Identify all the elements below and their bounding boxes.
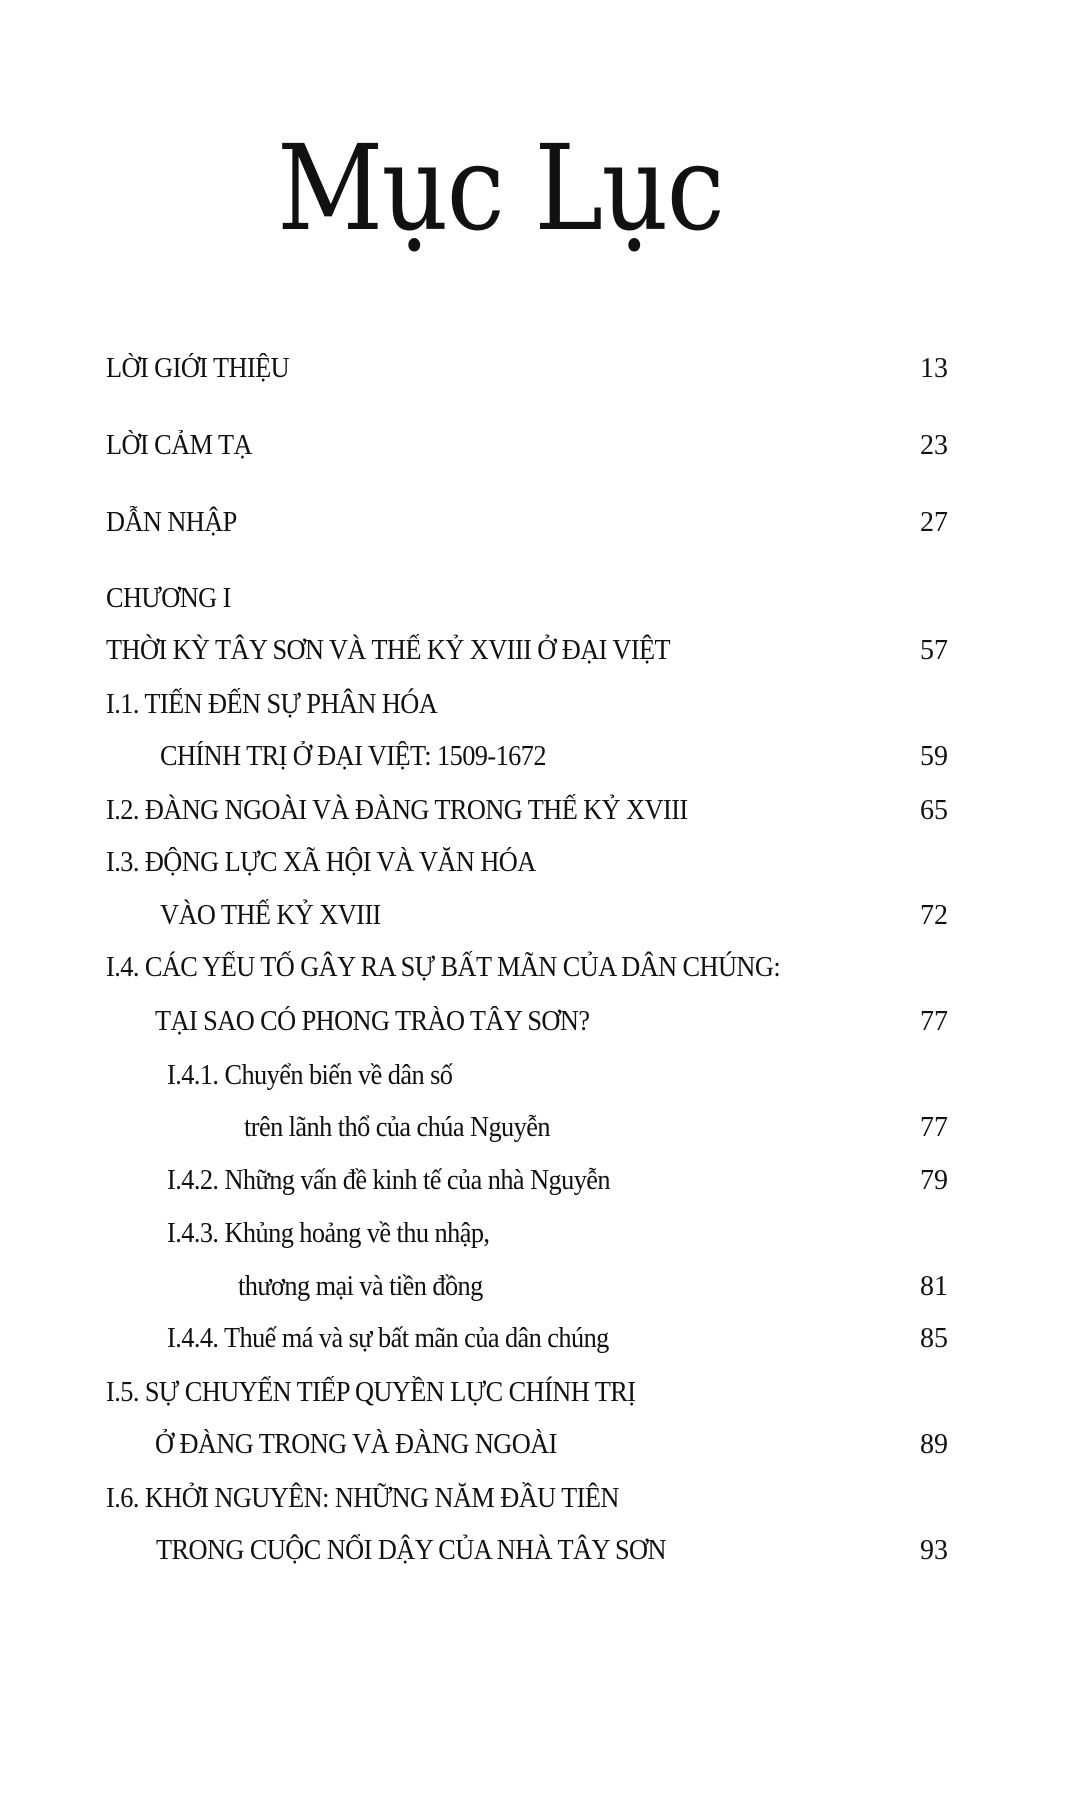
toc-entry-page: 65 [920, 795, 948, 826]
toc-entry [0, 1002, 1069, 1042]
toc-entry-title: LỜI GIỚI THIỆU [106, 353, 290, 384]
toc-entry-page: 59 [920, 741, 948, 772]
toc-entry-title: TRONG CUỘC NỔI DẬY CỦA NHÀ TÂY SƠN [156, 1535, 666, 1566]
toc-entry-title: LỜI CẢM TẠ [106, 430, 252, 461]
toc-entry-page: 89 [920, 1429, 948, 1460]
page-title: Mục Lục [276, 119, 724, 257]
toc-entry-page: 13 [920, 353, 948, 384]
toc-entry-title: I.4.2. Những vấn đề kinh tế của nhà Nguyễn [167, 1165, 611, 1196]
toc-entry-page: 27 [920, 507, 948, 538]
toc-entry [0, 1425, 1069, 1465]
toc-entry-title: I.3. ĐỘNG LỰC XÃ HỘI VÀ VĂN HÓA [106, 847, 536, 878]
toc-entry-title: Ở ĐÀNG TRONG VÀ ĐÀNG NGOÀI [155, 1429, 557, 1460]
toc-entry-title: I.6. KHỞI NGUYÊN: NHỮNG NĂM ĐẦU TIÊN [106, 1483, 619, 1514]
toc-entry-page: 93 [920, 1535, 948, 1566]
toc-entry-title: CHƯƠNG I [106, 583, 231, 614]
toc-entry-page: 72 [920, 900, 948, 931]
toc-entry-title: I.1. TIẾN ĐẾN SỰ PHÂN HÓA [106, 689, 438, 720]
toc-entry-title: I.5. SỰ CHUYỂN TIẾP QUYỀN LỰC CHÍNH TRỊ [106, 1377, 636, 1408]
toc-entry [0, 843, 1069, 883]
toc-entry-title: I.4.4. Thuế má và sự bất mãn của dân chúng [167, 1323, 609, 1354]
toc-entry [0, 948, 1069, 988]
toc-entry [0, 896, 1069, 936]
toc-entry-page: 23 [920, 430, 948, 461]
toc-entry-title: THỜI KỲ TÂY SƠN VÀ THẾ KỶ XVIII Ở ĐẠI VIỆT [106, 635, 671, 666]
toc-entry-page: 77 [920, 1006, 948, 1037]
toc-entry-title: I.4.1. Chuyển biến về dân số [167, 1060, 453, 1091]
toc-entry-page: 81 [920, 1271, 948, 1302]
toc-entry-page: 57 [920, 635, 948, 666]
toc-entry [0, 1373, 1069, 1413]
toc-entry-title: CHÍNH TRỊ Ở ĐẠI VIỆT: 1509-1672 [160, 741, 546, 772]
toc-entry [0, 1161, 1069, 1201]
toc-entry [0, 685, 1069, 725]
toc-entry [0, 1108, 1069, 1148]
toc-entry [0, 791, 1069, 831]
toc-entry-title: TẠI SAO CÓ PHONG TRÀO TÂY SƠN? [155, 1006, 590, 1037]
toc-entry-title: I.4.3. Khủng hoảng về thu nhập, [167, 1218, 490, 1249]
toc-entry [0, 1531, 1069, 1571]
toc-entry [0, 579, 1069, 619]
toc-entry-page: 85 [920, 1323, 948, 1354]
toc-entry-title: thương mại và tiền đồng [238, 1271, 483, 1302]
toc-entry [0, 1319, 1069, 1359]
toc-entry [0, 1267, 1069, 1307]
toc-entry [0, 631, 1069, 671]
toc-entry [0, 737, 1069, 777]
toc-entry-title: VÀO THẾ KỶ XVIII [160, 900, 381, 931]
toc-entry [0, 1214, 1069, 1254]
toc-entry-page: 77 [920, 1112, 948, 1143]
toc-entry-title: I.4. CÁC YẾU TỐ GÂY RA SỰ BẤT MÃN CỦA DÂN CHÚNG: [106, 952, 781, 983]
toc-entry [0, 1479, 1069, 1519]
toc-entry-title: trên lãnh thổ của chúa Nguyễn [244, 1112, 550, 1143]
toc-entry-title: DẪN NHẬP [106, 507, 237, 538]
toc-entry-page: 79 [920, 1165, 948, 1196]
toc-entry [0, 426, 1069, 466]
toc-entry [0, 1056, 1069, 1096]
toc-entry-title: I.2. ĐÀNG NGOÀI VÀ ĐÀNG TRONG THẾ KỶ XVIII [106, 795, 688, 826]
toc-entry [0, 349, 1069, 389]
toc-entry [0, 503, 1069, 543]
